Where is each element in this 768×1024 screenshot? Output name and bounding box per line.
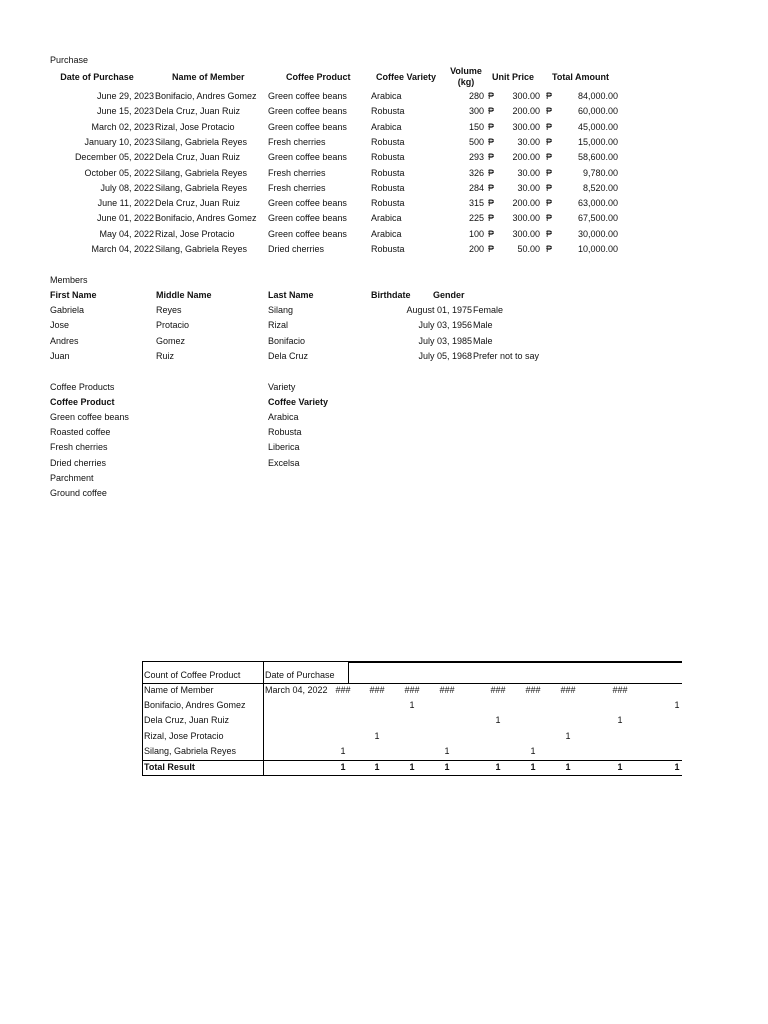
member-last-name: Silang	[268, 305, 294, 315]
purchase-volume: 500	[468, 136, 484, 147]
pivot-count-cell: 1	[674, 700, 680, 710]
purchase-row	[0, 229, 768, 244]
purchase-total: 15,000.00	[577, 136, 618, 147]
pivot-date-header: ###	[560, 685, 576, 695]
purchase-row	[0, 168, 768, 183]
product-item: Dried cherries	[50, 457, 107, 468]
peso-sign: ₱	[488, 121, 495, 132]
member-middle-name: Gomez	[156, 335, 186, 346]
purchase-unit-price: 200.00	[512, 152, 540, 163]
member-gender: Male	[473, 335, 493, 346]
purchase-member: Dela Cruz, Juan Ruiz	[155, 152, 241, 163]
purchase-variety: Arabica	[371, 91, 402, 101]
purchase-volume: 200	[468, 244, 484, 254]
purchase-unit-price: 30.00	[517, 182, 540, 193]
peso-sign: ₱	[488, 106, 495, 117]
purchase-row	[0, 244, 768, 259]
purchase-date: June 29, 2023	[96, 91, 154, 101]
variety-item: Excelsa	[268, 457, 300, 468]
pivot-divider-colfield	[348, 661, 349, 683]
peso-sign: ₱	[488, 152, 495, 163]
peso-sign: ₱	[488, 167, 495, 178]
peso-sign: ₱	[488, 136, 495, 147]
purchase-total: 30,000.00	[577, 228, 618, 239]
purchase-volume: 225	[468, 213, 484, 224]
purchase-date: March 04, 2022	[91, 244, 154, 254]
member-middle-name: Ruiz	[156, 350, 175, 361]
purchase-date: July 08, 2022	[100, 182, 154, 193]
purchase-product: Green coffee beans	[268, 121, 347, 132]
purchase-total: 45,000.00	[577, 121, 618, 132]
purchase-variety: Robusta	[371, 136, 405, 147]
purchase-row	[0, 106, 768, 121]
pivot-date-header: ###	[369, 685, 385, 695]
purchase-row	[0, 122, 768, 137]
pivot-first-date: March 04, 2022	[265, 685, 328, 695]
purchase-date: March 02, 2023	[91, 121, 154, 132]
product-item: Ground coffee	[50, 488, 107, 498]
member-birthdate: August 01, 1975	[406, 305, 472, 315]
header-first-name: First Name	[50, 290, 97, 300]
pivot-count-cell: 1	[374, 730, 380, 741]
member-last-name: Dela Cruz	[268, 350, 309, 361]
product-item: Fresh cherries	[50, 442, 108, 453]
member-row	[0, 305, 768, 320]
pivot-count-cell: 1	[340, 745, 346, 756]
variety-title: Variety	[268, 382, 296, 392]
pivot-total-cell: 1	[409, 762, 415, 772]
purchase-volume: 150	[468, 121, 484, 132]
purchase-unit-price: 300.00	[512, 228, 540, 239]
pivot-total-cell: 1	[530, 762, 536, 772]
purchase-total: 84,000.00	[577, 91, 618, 101]
peso-sign: ₱	[546, 198, 553, 209]
pivot-date-header: ###	[335, 685, 351, 695]
purchase-product: Green coffee beans	[268, 198, 347, 209]
pivot-total-cell: 1	[374, 762, 380, 772]
purchase-member: Silang, Gabriela Reyes	[155, 182, 248, 193]
purchase-variety: Arabica	[371, 121, 402, 132]
member-middle-name: Reyes	[156, 305, 182, 315]
purchase-unit-price: 300.00	[512, 91, 540, 101]
pivot-table	[142, 661, 682, 776]
purchase-row	[0, 152, 768, 167]
member-row	[0, 320, 768, 335]
purchase-total: 58,600.00	[577, 152, 618, 163]
purchase-member: Dela Cruz, Juan Ruiz	[155, 198, 241, 209]
purchase-member: Bonifacio, Andres Gomez	[155, 213, 257, 224]
peso-sign: ₱	[488, 198, 495, 209]
pivot-total-label: Total Result	[144, 762, 195, 772]
purchase-product: Green coffee beans	[268, 228, 347, 239]
purchase-date: June 01, 2022	[96, 213, 154, 224]
pivot-row-field: Name of Member	[144, 685, 214, 695]
pivot-total-cell: 1	[495, 762, 501, 772]
pivot-total-cell: 1	[565, 762, 571, 772]
pivot-corner: Count of Coffee Product	[144, 670, 241, 680]
purchase-row	[0, 213, 768, 228]
purchase-member: Dela Cruz, Juan Ruiz	[155, 106, 241, 117]
member-row	[0, 351, 768, 366]
pivot-count-cell: 1	[617, 715, 623, 726]
peso-sign: ₱	[488, 244, 495, 254]
pivot-count-cell: 1	[409, 700, 415, 710]
purchase-unit-price: 200.00	[512, 198, 540, 209]
peso-sign: ₱	[546, 152, 553, 163]
header-product: Coffee Product	[286, 72, 351, 82]
pivot-col-field: Date of Purchase	[265, 670, 335, 680]
purchase-member: Silang, Gabriela Reyes	[155, 244, 248, 254]
variety-item: Liberica	[268, 442, 300, 453]
purchase-variety: Robusta	[371, 244, 405, 254]
purchase-row	[0, 198, 768, 213]
member-birthdate: July 05, 1968	[418, 350, 472, 361]
peso-sign: ₱	[488, 228, 495, 239]
member-last-name: Bonifacio	[268, 335, 306, 346]
peso-sign: ₱	[546, 213, 553, 224]
purchase-unit-price: 50.00	[517, 244, 540, 254]
purchase-unit-price: 30.00	[517, 136, 540, 147]
pivot-border-top-left	[142, 661, 348, 662]
purchase-variety: Arabica	[371, 213, 402, 224]
purchase-product: Green coffee beans	[268, 152, 347, 163]
pivot-divider-rowfield	[263, 661, 264, 776]
pivot-border-header	[142, 683, 682, 684]
purchase-volume: 315	[468, 198, 484, 209]
member-first-name: Jose	[50, 320, 70, 331]
product-item: Roasted coffee	[50, 427, 111, 438]
header-total: Total Amount	[552, 72, 609, 82]
purchase-unit-price: 30.00	[517, 167, 540, 178]
purchase-total: 8,520.00	[582, 182, 618, 193]
pivot-date-header: ###	[439, 685, 455, 695]
purchase-date: May 04, 2022	[99, 228, 154, 239]
purchase-product: Fresh cherries	[268, 136, 326, 147]
purchase-member: Rizal, Jose Protacio	[155, 228, 235, 239]
purchase-row	[0, 183, 768, 198]
member-first-name: Gabriela	[50, 305, 85, 315]
purchase-date: October 05, 2022	[84, 167, 154, 178]
purchase-variety: Robusta	[371, 167, 405, 178]
pivot-border-bottom	[142, 775, 682, 776]
pivot-total-cell: 1	[617, 762, 623, 772]
members-title: Members	[50, 275, 88, 285]
member-row	[0, 336, 768, 351]
pivot-border-top-right	[348, 661, 682, 663]
purchase-volume: 280	[468, 91, 484, 101]
purchase-variety: Robusta	[371, 152, 405, 163]
peso-sign: ₱	[546, 91, 553, 101]
purchase-total: 10,000.00	[577, 244, 618, 254]
header-middle-name: Middle Name	[156, 290, 212, 300]
purchase-product: Dried cherries	[268, 244, 325, 254]
pivot-date-header: ###	[404, 685, 420, 695]
product-item: Parchment	[50, 472, 94, 483]
purchase-volume: 300	[468, 106, 484, 117]
purchase-member: Bonifacio, Andres Gomez	[155, 91, 257, 101]
pivot-total-cell: 1	[340, 762, 346, 772]
purchase-total: 67,500.00	[577, 213, 618, 224]
pivot-count-cell: 1	[444, 745, 450, 756]
header-date: Date of Purchase	[60, 72, 134, 82]
header-volume-unit: (kg)	[457, 77, 475, 87]
products-header: Coffee Product	[50, 397, 115, 407]
purchase-volume: 284	[468, 182, 484, 193]
purchase-date: December 05, 2022	[74, 152, 154, 163]
pivot-row-label: Bonifacio, Andres Gomez	[144, 700, 246, 710]
pivot-count-cell: 1	[530, 745, 536, 756]
peso-sign: ₱	[546, 136, 553, 147]
member-birthdate: July 03, 1956	[418, 320, 472, 331]
variety-item: Robusta	[268, 427, 302, 438]
purchase-total: 63,000.00	[577, 198, 618, 209]
pivot-border-total-top	[142, 760, 682, 761]
purchase-title: Purchase	[50, 55, 89, 65]
pivot-total-cell: 1	[444, 762, 450, 772]
purchase-unit-price: 200.00	[512, 106, 540, 117]
header-last-name: Last Name	[268, 290, 314, 300]
header-volume: Volume	[450, 66, 482, 76]
member-last-name: Rizal	[268, 320, 289, 331]
header-birthdate: Birthdate	[371, 290, 411, 300]
pivot-row-label: Dela Cruz, Juan Ruiz	[144, 715, 230, 726]
purchase-row	[0, 91, 768, 106]
purchase-total: 60,000.00	[577, 106, 618, 117]
member-first-name: Juan	[50, 350, 70, 361]
pivot-total-cell: 1	[674, 762, 680, 772]
purchase-row	[0, 137, 768, 152]
peso-sign: ₱	[488, 213, 495, 224]
pivot-date-header: ###	[525, 685, 541, 695]
purchase-date: January 10, 2023	[84, 136, 154, 147]
members-header-row	[0, 290, 768, 305]
peso-sign: ₱	[546, 228, 553, 239]
member-birthdate: July 03, 1985	[418, 335, 472, 346]
purchase-member: Rizal, Jose Protacio	[155, 121, 235, 132]
purchase-volume: 100	[468, 228, 484, 239]
pivot-row-label: Rizal, Jose Protacio	[144, 730, 224, 741]
pivot-border-left	[142, 661, 143, 776]
peso-sign: ₱	[488, 182, 495, 193]
purchase-variety: Robusta	[371, 106, 405, 117]
member-gender: Female	[473, 305, 504, 315]
purchase-product: Green coffee beans	[268, 106, 347, 117]
peso-sign: ₱	[546, 244, 553, 254]
variety-header: Coffee Variety	[268, 397, 329, 407]
purchase-date: June 15, 2023	[96, 106, 154, 117]
pivot-row-label: Silang, Gabriela Reyes	[144, 745, 237, 756]
peso-sign: ₱	[546, 121, 553, 132]
purchase-product: Green coffee beans	[268, 91, 347, 101]
peso-sign: ₱	[546, 106, 553, 117]
member-first-name: Andres	[50, 335, 79, 346]
purchase-variety: Robusta	[371, 198, 405, 209]
purchase-total: 9,780.00	[582, 167, 618, 178]
member-middle-name: Protacio	[156, 320, 190, 331]
header-gender: Gender	[433, 290, 465, 300]
product-item: Green coffee beans	[50, 412, 129, 422]
variety-item: Arabica	[268, 412, 299, 422]
purchase-product: Fresh cherries	[268, 167, 326, 178]
pivot-date-header: ###	[612, 685, 628, 695]
purchase-product: Fresh cherries	[268, 182, 326, 193]
purchase-variety: Arabica	[371, 228, 402, 239]
header-unit-price: Unit Price	[492, 72, 535, 82]
peso-sign: ₱	[546, 167, 553, 178]
purchase-unit-price: 300.00	[512, 213, 540, 224]
pivot-count-cell: 1	[495, 715, 501, 726]
member-gender: Male	[473, 320, 493, 331]
pivot-count-cell: 1	[565, 730, 571, 741]
peso-sign: ₱	[488, 91, 495, 101]
purchase-unit-price: 300.00	[512, 121, 540, 132]
purchase-member: Silang, Gabriela Reyes	[155, 167, 248, 178]
header-member: Name of Member	[172, 72, 245, 82]
member-gender: Prefer not to say	[473, 350, 540, 361]
purchase-member: Silang, Gabriela Reyes	[155, 136, 248, 147]
pivot-date-header: ###	[490, 685, 506, 695]
products-title: Coffee Products	[50, 382, 115, 392]
purchase-product: Green coffee beans	[268, 213, 347, 224]
purchase-volume: 293	[468, 152, 484, 163]
purchase-date: June 11, 2022	[97, 198, 154, 209]
header-variety: Coffee Variety	[376, 72, 437, 82]
peso-sign: ₱	[546, 182, 553, 193]
purchase-volume: 326	[468, 167, 484, 178]
purchase-variety: Robusta	[371, 182, 405, 193]
